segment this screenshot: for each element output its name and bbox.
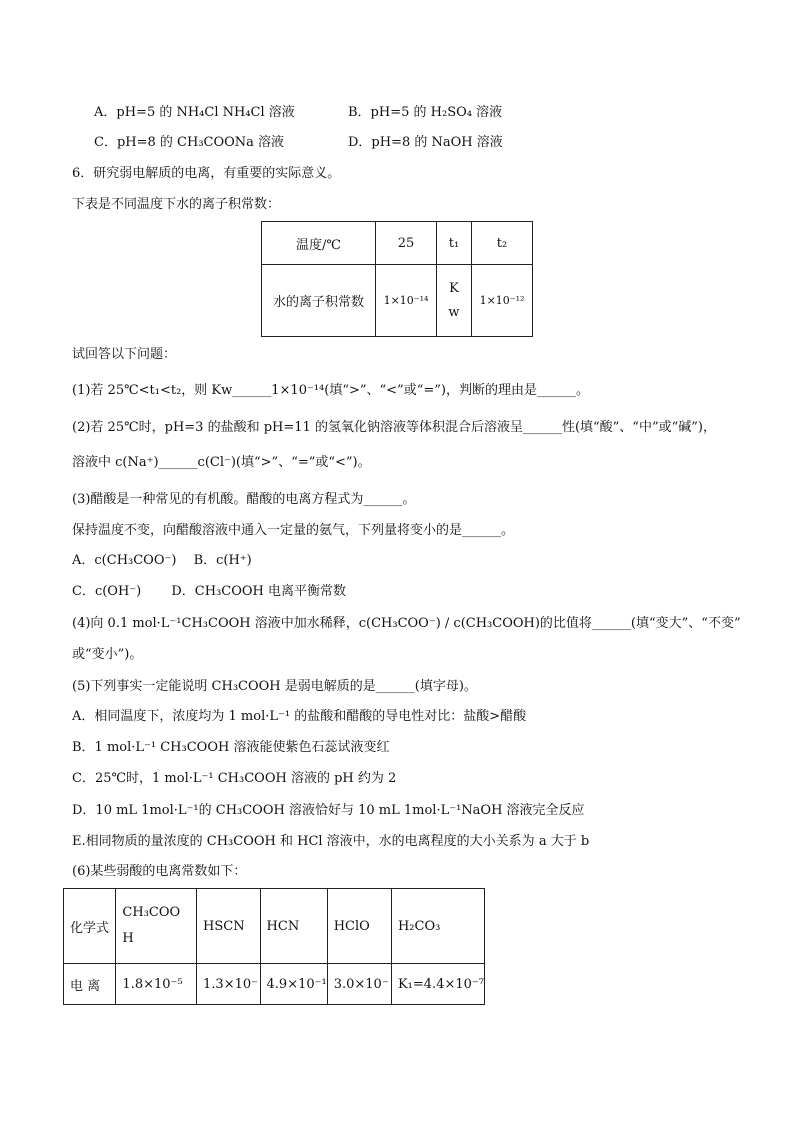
option-c: C．pH=8 的 CH₃COONa 溶液 [94,135,285,150]
row-label-kw: 水的离子积常数 [262,265,376,337]
part-5-option-a: A．相同温度下，浓度均为 1 mol·L⁻¹ 的盐酸和醋酸的导电性对比：盐酸>醋酸 [72,709,527,724]
acid-ionization-table [63,888,485,1005]
header-h2co3: H₂CO₃ [391,889,484,964]
part-5-option-c: C．25℃时，1 mol·L⁻¹ CH₃COOH 溶液的 pH 约为 2 [72,771,397,786]
value-hcn: 4.9×10⁻¹ [260,964,327,1005]
header-25: 25 [376,222,437,265]
value-t1: K w [437,265,472,337]
header-t2: t₂ [472,222,533,265]
header-t1: t₁ [437,222,472,265]
question-6-title: 6．研究弱电解质的电离，有重要的实际意义。 [72,166,341,181]
header-hcn: HCN [260,889,327,964]
option-d: D．pH=8 的 NaOH 溶液 [348,135,503,150]
option-b: B．pH=5 的 H₂SO₄ 溶液 [348,105,503,120]
part-3-options-cd: C．c(OH⁻) D．CH₃COOH 电离平衡常数 [72,584,347,599]
value-hclo: 3.0×10⁻ [327,964,391,1005]
prompt: 试回答以下问题： [72,347,177,362]
header-hclo: HClO [327,889,391,964]
value-ch3cooh: 1.8×10⁻⁵ [116,964,197,1005]
option-a: A．pH=5 的 NH₄Cl NH₄Cl 溶液 [94,105,295,120]
part-3-options-ab: A．c(CH₃COO⁻) B．c(H⁺) [72,553,252,568]
part-6: (6)某些弱酸的电离常数如下： [72,864,247,879]
header-formula: 化学式 [64,889,116,964]
part-3-line-2: 保持温度不变，向醋酸溶液中通入一定量的氨气，下列量将变小的是______。 [72,523,515,538]
part-1: (1)若 25℃<t₁<t₂，则 Kw______1×10⁻¹⁴(填“>”、“<”或“=”)，判断的理由是______。 [72,383,589,398]
part-5-option-e: E.相同物质的量浓度的 CH₃COOH 和 HCl 溶液中，水的电离程度的大小关系为 a 大于 b [72,834,590,849]
water-ion-product-table [261,221,533,337]
row-label-ionization: 电 离 [64,964,116,1005]
part-5-option-d: D．10 mL 1mol·L⁻¹的 CH₃COOH 溶液恰好与 10 mL 1mol·L⁻¹NaOH 溶液完全反应 [72,803,585,818]
part-4-line-1: (4)向 0.1 mol·L⁻¹CH₃COOH 溶液中加水稀释，c(CH₃COO⁻) / c(CH₃COOH)的比值将______(填“变大”、“不变” [72,616,741,631]
header-hscn: HSCN [197,889,261,964]
value-25: 1×10⁻¹⁴ [376,265,437,337]
part-5: (5)下列事实一定能说明 CH₃COOH 是弱电解质的是______(填字母)。 [72,679,477,694]
part-4-line-2: 或“变小”)。 [72,647,143,662]
header-temperature: 温度/℃ [262,222,376,265]
part-5-option-b: B．1 mol·L⁻¹ CH₃COOH 溶液能使紫色石蕊试液变红 [72,740,390,755]
table-intro: 下表是不同温度下水的离子积常数： [72,197,281,212]
header-ch3cooh: CH₃COO H [116,889,197,964]
value-hscn: 1.3×10⁻ [197,964,261,1005]
part-3-line-1: (3)醋酸是一种常见的有机酸。醋酸的电离方程式为______。 [72,492,416,507]
value-h2co3: K₁=4.4×10⁻⁷ [391,964,484,1005]
part-2-line-1: (2)若 25℃时，pH=3 的盐酸和 pH=11 的氢氧化钠溶液等体积混合后溶液呈______性(填“酸”、“中”或“碱”)， [72,420,716,435]
part-2-line-2: 溶液中 c(Na⁺)______c(Cl⁻)(填“>”、“=”或“<”)。 [72,455,371,470]
value-t2: 1×10⁻¹² [472,265,533,337]
